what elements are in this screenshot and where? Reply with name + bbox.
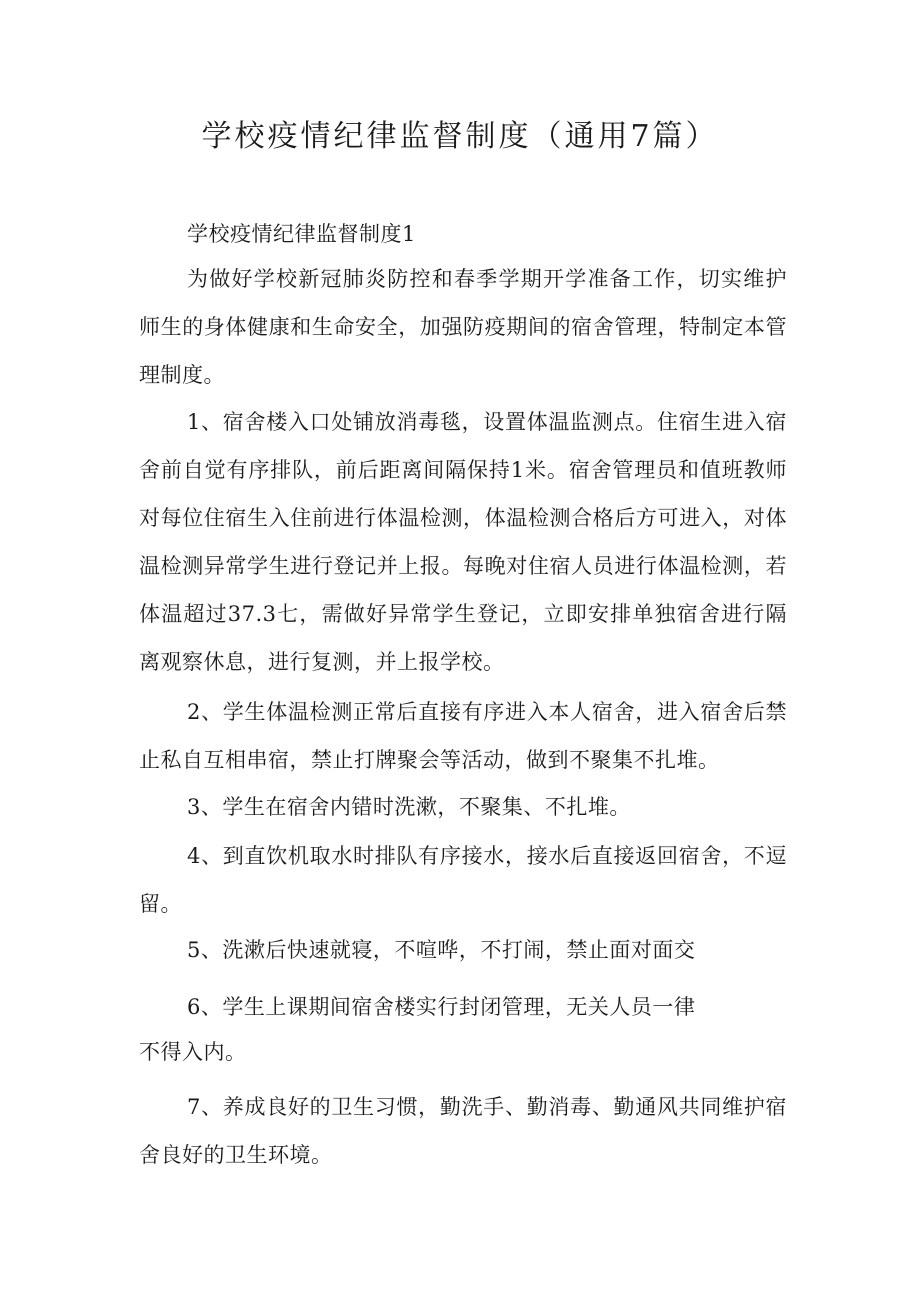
item-4-paragraph: 4、到直饮机取水时排队有序接水，接水后直接返回宿舍，不逗留。	[139, 844, 787, 916]
item-7-paragraph: 7、养成良好的卫生习惯，勤洗手、勤消毒、勤通风共同维护宿舍良好的卫生环境。	[139, 1095, 787, 1167]
section-heading: 学校疫情纪律监督制度1	[187, 222, 416, 246]
intro-paragraph: 为做好学校新冠肺炎防控和春季学期开学准备工作，切实维护师生的身体健康和生命安全，加强防疫期间的宿舍管理，特制定本管理制度。	[139, 267, 787, 387]
item-2-paragraph: 2、学生体温检测正常后直接有序进入本人宿舍，进入宿舍后禁止私自互相串宿，禁止打牌聚会等活动，做到不聚集不扎堆。	[139, 700, 787, 772]
document-title: 学校疫情纪律监督制度（通用7篇）	[201, 119, 719, 154]
item-3-paragraph: 3、学生在宿舍内错时洗漱，不聚集、不扎堆。	[187, 795, 631, 819]
item-6-line-1: 6、学生上课期间宿舍楼实行封闭管理，无关人员一律	[187, 995, 696, 1019]
item-6-line-2: 不得入内。	[139, 1040, 247, 1064]
item-5-paragraph: 5、洗漱后快速就寝，不喧哗，不打闹，禁止面对面交	[187, 938, 696, 962]
item-1-paragraph: 1、宿舍楼入口处铺放消毒毯，设置体温监测点。住宿生进入宿舍前自觉有序排队，前后距离间隔保持1米。宿舍管理员和值班教师对每位住宿生入住前进行体温检测，体温检测合格后方可进入，对体温检测异常学生进行登记并上报。每晚对住宿人员进行体温检测，若体温超过37.3七，需做好异常学生登记，立即安排单独宿舍进行隔离观察休息，进行复测，并上报学校。	[139, 410, 787, 674]
